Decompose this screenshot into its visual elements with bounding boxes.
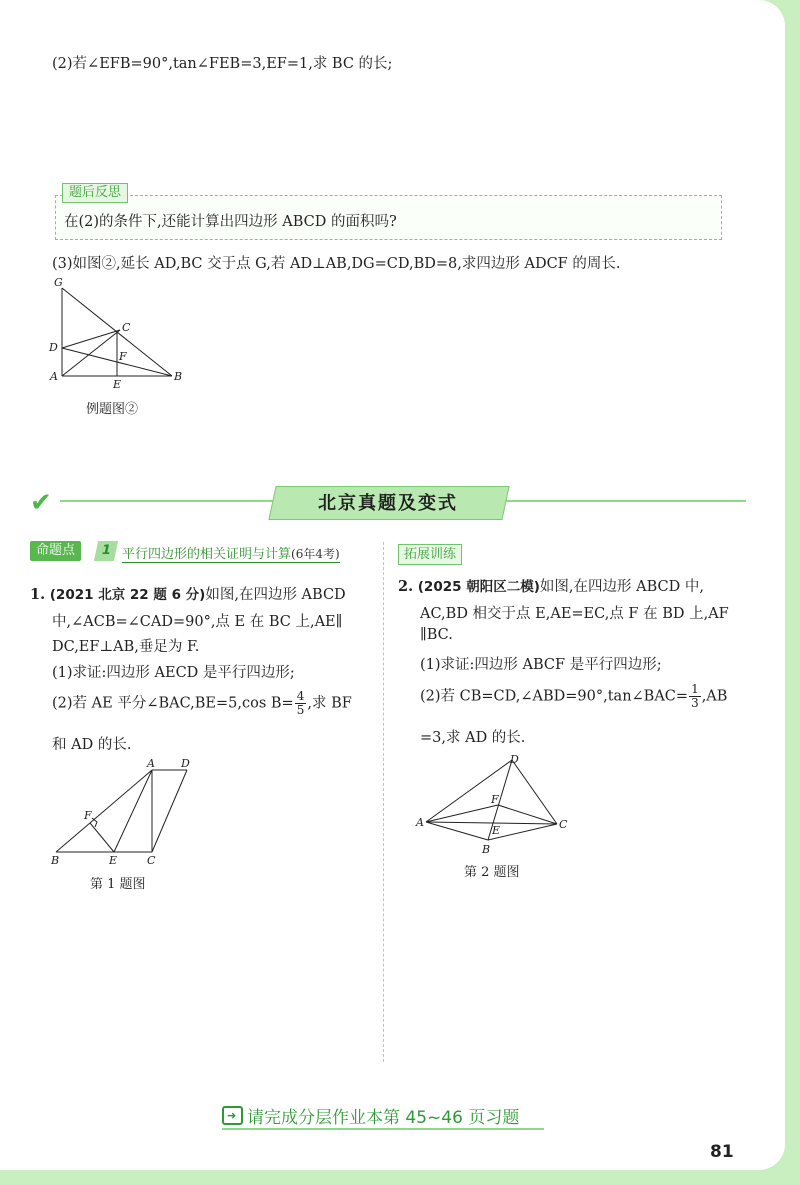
topic-count: (6年4考) [291,547,340,561]
q1-first-line [30,583,346,604]
example-figure-2 [44,274,194,392]
q1-caption: 第 1 题图 [90,877,146,892]
q2-first-line [398,575,704,596]
topic-number: 1 [94,541,118,561]
topic-title [122,543,340,563]
label-b: B [51,854,60,867]
extension-tag: 拓展训练 [398,544,462,565]
label-a: A [147,757,155,770]
footer-underline [222,1128,544,1130]
q2-frac-den: 3 [691,696,699,710]
q2-line3: ∥BC. [420,627,453,643]
q2-frac-num: 1 [691,682,699,696]
label-e: E [492,824,501,837]
segment-ae [114,770,152,852]
label-b: B [482,843,491,856]
reflection-text: 在(2)的条件下,还能计算出四边形 ABCD 的面积吗? [64,214,397,230]
label-d: D [49,341,58,354]
q1-line2: 中,∠ACB=∠CAD=90°,点 E 在 BC 上,AE∥ [52,614,343,630]
q2-line1: 如图,在四边形 ABCD 中, [539,579,704,595]
q1-part2-c: 和 AD 的长. [52,737,132,753]
q1-line1: 如图,在四边形 ABCD [205,587,346,603]
segment-ad [426,760,512,822]
label-f: F [119,350,127,363]
label-b: B [174,370,183,383]
label-e: E [113,378,122,391]
q1-source: (2021 北京 22 题 6 分) [49,587,206,603]
label-e: E [109,854,118,867]
label-f: F [84,809,92,822]
topic-title-text: 平行四边形的相关证明与计算 [122,547,292,562]
label-g: G [54,276,63,289]
segment-fc [498,805,557,824]
label-c: C [559,818,568,831]
q1-fraction [295,690,307,717]
column-divider [383,542,384,1062]
q1-frac-num: 4 [296,689,305,703]
q2-fraction [689,683,701,710]
q2-part2 [420,683,727,710]
checkmark-icon: ✔ [30,488,52,518]
figure2-caption: 例题图② [86,402,139,417]
segment-ac [62,330,120,376]
reflection-tag: 题后反思 [62,183,128,203]
label-d: D [510,753,519,766]
q1-part2 [52,690,352,717]
label-c: C [147,854,156,867]
q2-part2-b: ,AB [701,688,728,705]
q1-part1: (1)求证:四边形 AECD 是平行四边形; [52,665,295,681]
q1-part2-a: (2)若 AE 平分∠BAC,BE=5,cos B= [52,695,294,712]
label-a: A [416,816,424,829]
q2-part2-a: (2)若 CB=CD,∠ABD=90°,tan∠BAC= [420,688,689,705]
label-f: F [491,793,499,806]
q2-caption: 第 2 题图 [464,865,520,880]
label-d: D [181,757,190,770]
topic-tag: 命题点 [30,541,81,561]
q2-part2-c: =3,求 AD 的长. [420,730,526,746]
segment-af [426,805,498,822]
label-c: C [122,321,131,334]
homework-text: 请完成分层作业本第 45~46 页习题 [247,1108,520,1128]
label-a: A [50,370,58,383]
segment-dc [62,330,120,348]
q2-part1: (1)求证:四边形 ABCF 是平行四边形; [420,657,662,673]
part3-question: (3)如图②,延长 AD,BC 交于点 G,若 AD⊥AB,DG=CD,BD=8,求四边形 ADCF 的周长. [52,256,621,272]
part2-question: (2)若∠EFB=90°,tan∠FEB=3,EF=1,求 BC 的长; [52,56,393,72]
section-banner: 北京真题及变式 [318,493,458,514]
q2-figure [414,750,574,858]
q1-number: 1. [30,586,46,603]
segment-ab [426,822,488,840]
segment-dc [512,760,557,824]
q1-frac-den: 5 [296,703,305,717]
q2-source: (2025 朝阳区二模) [417,579,540,595]
q1-part2-b: ,求 BF [307,695,352,712]
homework-note [222,1103,519,1128]
q1-line3: DC,EF⊥AB,垂足为 F. [52,639,200,655]
segment-dc [152,770,187,852]
page-number: 81 [710,1142,734,1162]
q2-number: 2. [398,578,414,595]
q1-figure [44,756,204,868]
q2-line2: AC,BD 相交于点 E,AE=EC,点 F 在 BD 上,AF [420,606,729,622]
homework-icon: ➜ [222,1106,243,1125]
segment-ef [90,823,114,852]
